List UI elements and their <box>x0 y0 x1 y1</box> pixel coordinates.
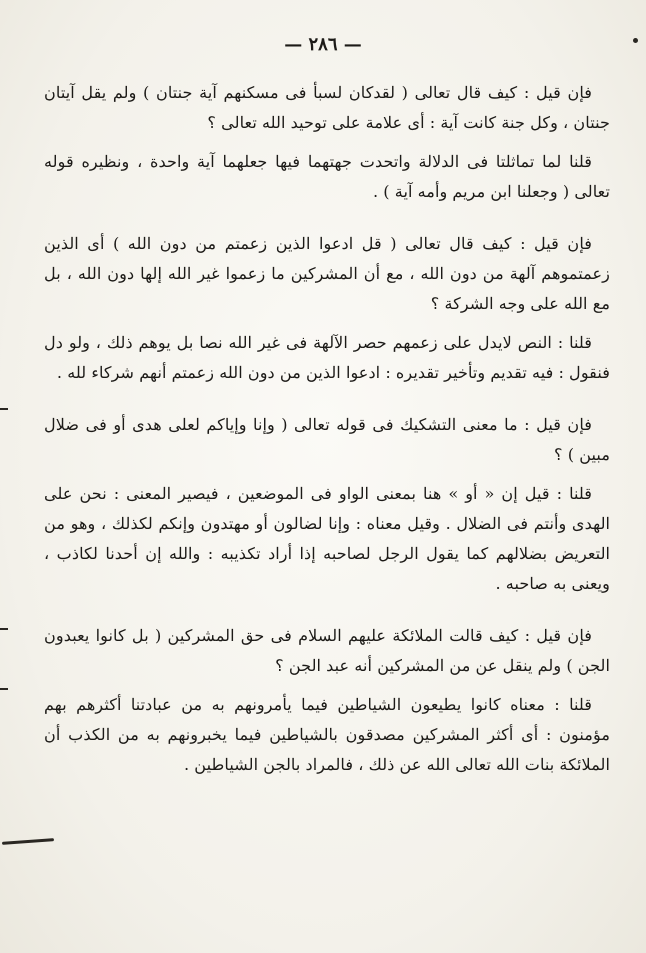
margin-mark <box>0 688 8 690</box>
paragraph-question-3: فإن قيل : ما معنى التشكيك فى قوله تعالى ( وإنا وإياكم لعلى هدى أو فى ضلال مبين ) ؟ <box>44 415 610 464</box>
paragraph-answer-2: قلنا : النص لايدل على زعمهم حصر الآلهة فى غير الله نصا بل يوهم ذلك ، ولو دل فنقول : فيه تقديم وتأخير تقديره : ادعوا الذين من دون الله زعمتم أنهم شركاء لله . <box>44 333 610 382</box>
paragraph-question-2: فإن قيل : كيف قال تعالى ( قل ادعوا الذين زعمتم من دون الله ) أى الذين زعمتموهم آلهة من دون الله ، مع أن المشركين ما زعموا غير الله إلها دون الله ، بل مع الله على وجه الشركة ؟ <box>44 234 610 313</box>
paragraph-question-1: فإن قيل : كيف قال تعالى ( لقدكان لسبأ فى مسكنهم آية جنتان ) ولم يقل آيتان جنتان ، وكل جنة كانت آية : أى علامة على توحيد الله تعالى ؟ <box>44 83 610 132</box>
paragraph-question-4: فإن قيل : كيف قالت الملائكة عليهم السلام فى حق المشركين ( بل كانوا يعبدون الجن ) ولم ينقل عن من المشركين أنه عبد الجن ؟ <box>44 626 610 675</box>
paragraph-answer-1: قلنا لما تماثلتا فى الدلالة واتحدت جهتهما فيها جعلهما آية واحدة ، ونظيره قوله تعالى ( وجعلنا ابن مريم وأمه آية ) . <box>44 152 610 201</box>
page-number: — ٢٨٦ — <box>284 34 362 55</box>
margin-mark <box>0 408 8 410</box>
paragraph-answer-4: قلنا : معناه كانوا يطيعون الشياطين فيما يأمرونهم به من عبادتنا أكثرهم بهم مؤمنون : أى أكثر المشركين مصدقون بالشياطين فيما يخبرونهم به من الكذب أن الملائكة بنات الله تعالى الله عن ذلك ، فالمراد بالجن الشياطين . <box>44 695 610 774</box>
paragraph-answer-3: قلنا : قيل إن « أو » هنا بمعنى الواو فى الموضعين ، فيصير المعنى : نحن على الهدى وأنتم فى الضلال . وقيل معناه : وإنا لضالون أو مهتدون وإنكم لكذلك ، وهو من التعريض بضلالهم كما يقول الرجل لصاحبه إذا أراد تكذيبه : والله إن أحدنا لكاذب ، ويعنى به صاحبه . <box>44 484 610 593</box>
page-body <box>44 78 610 789</box>
ink-scratch <box>2 838 54 845</box>
margin-mark <box>0 628 8 630</box>
